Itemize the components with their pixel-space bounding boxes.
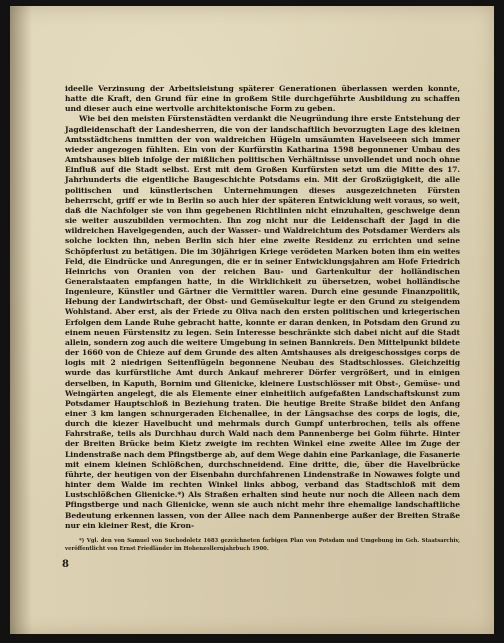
body-text xyxy=(65,84,460,531)
page-number: 8 xyxy=(62,559,69,570)
footnote-text: *) Vgl. den von Samuel von Suchodoletz 1683 gezeichneten farbigen Plan von Potsdam und Umgebung im Geh. Staatsarchiv, veröffentlicht von Ernst Friedländer im Hohenzollernjahrbuch 1900. xyxy=(65,538,460,553)
paragraph-1: ideelle Verzinsung der Arbeitsleistung späterer Generationen überlassen werden konnte, hatte die Kraft, den Grund für eine in großem Stile durchgeführte Ausbildung zu schaffen und dieser auch eine wertvolle architektonische Form zu geben. xyxy=(65,84,460,114)
book-page xyxy=(10,6,494,634)
footnote xyxy=(65,537,460,553)
paragraph-2: Wie bei den meisten Fürstenstädten verdankt die Neugründung ihre erste Entstehung der Jagdleidenschaft der Landesherren, die von der landschaftlich bevorzugten Lage des kleinen Amtsstädtchens inmitten der von waldreichen Hügeln umsäumten Havelseeen sich immer wieder angezogen fühlten. Ein von der Kurfürstin Katharina 1598 begonnener Umbau des Amtshauses blieb infolge der mißlichen politischen Verhältnisse unvollendet und noch ohne Einfluß auf die Stadt selbst. Erst mit dem Großen Kurfürsten setzt um die Mitte des 17. Jahrhunderts die eigentliche Baugeschichte Potsdams ein. Mit der Großzügigkeit, die alle politischen und künstlerischen Unternehmungen dieses ausgezeichneten Fürsten beherrscht, griff er wie in Berlin so auch hier der späteren Entwicklung weit voraus, so weit, daß die Nachfolger sie von ihm gegebenen Richtlinien nicht einzuhalten, geschweige denn sie weiter auszubilden vermochten. Ihn zog nicht nur die Leidenschaft der Jagd in die wildreichen Havelgegenden, auch der Wasser- und Waldreichtum des Potsdamer Werders als solche lockten ihn, neben Berlin sich hier eine zweite Residenz zu errichten und seine Schöpferlust zu betätigen. Die im 30jährigen Kriege verödeten Marken boten ihm ein weites Feld, die Eindrücke und Anregungen, die er in seiner Entwicklungsjahren am Hofe Friedrich Heinrichs von Oranien von der reichen Bau- und Gartenkultur der holländischen Generalstaaten empfangen hatte, in die Wirklichkeit zu übersetzen, wobei holländische Ingenieure, Künstler und Gärtner die Vermittler waren. Durch eine gesunde Finanzpolitik, Hebung der Landwirtschaft, der Obst- und Gemüsekultur legte er den Grund zu steigendem Wohlstand. Aber erst, als der Friede zu Oliva nach den ersten politischen und kriegerischen Erfolgen dem Lande Ruhe gebracht hatte, konnte er daran denken, in Potsdam den Grund zu einem neuen Fürstensitz zu legen. Sein Interesse beschränkte sich dabei nicht auf die Stadt allein, sondern zog auch die weitere Umgebung in seinen Bannkreis. Den Mittelpunkt bildete der 1660 von de Chieze auf dem Grunde des alten Amtshauses als dreigeschossiges corps de logis mit 2 niedrigen Seitenflügeln begonnene Neubau des Stadtschlosses. Gleichzeitig wurde das kurfürstliche Amt durch Ankauf mehrerer Dörfer vergrößert, und in einigen derselben, in Kaputh, Bornim und Glienicke, kleinere Lustschlösser mit Obst-, Gemüse- und Weingärten angelegt, die als Elemente einer einheitlich aufgefaßten Landschaftskunst zum Potsdamer Hauptschloß in Beziehung traten. Die heutige Breite Straße bildet den Anfang einer 3 km langen schnurgeraden Eichenallee, in der Längsachse des corps de logis, die, durch die kiezer Havelbucht und mehrmals durch Gumpf unterbrochen, teils als offene Fahrstraße, teils als Durchhau durch Wald nach dem Pannenberge bei Golm führte. Hinter der Breiten Brücke beim Kietz zweigte im rechten Winkel eine zweite Allee im Zuge der Lindenstraße nach dem Pfingstberge ab, auf dem Wege dahin eine Parkanlage, die Fasanerie mit einem kleinen Schlößchen, durchschneidend. Eine dritte, die, über die Havelbrücke führte, der heutigen von der Eisenbahn durchfahrenen Lindenstraße in Nowawes folgte und hinter dem Walde im rechten Winkel links abbog, verband das Stadtschloß mit dem Lustschlößchen Glienicke.*) Als Straßen erhalten sind heute nur noch die Alleen nach dem Pfingstberge und nach Glienicke, wenn sie auch nicht mehr ihre ehemalige landschaftliche Bedeutung erkennen lassen, von der Allee nach dem Pannenberge außer der Breiten Straße nur ein kleiner Rest, die Kron- xyxy=(65,114,460,530)
spine-shadow xyxy=(10,6,32,634)
